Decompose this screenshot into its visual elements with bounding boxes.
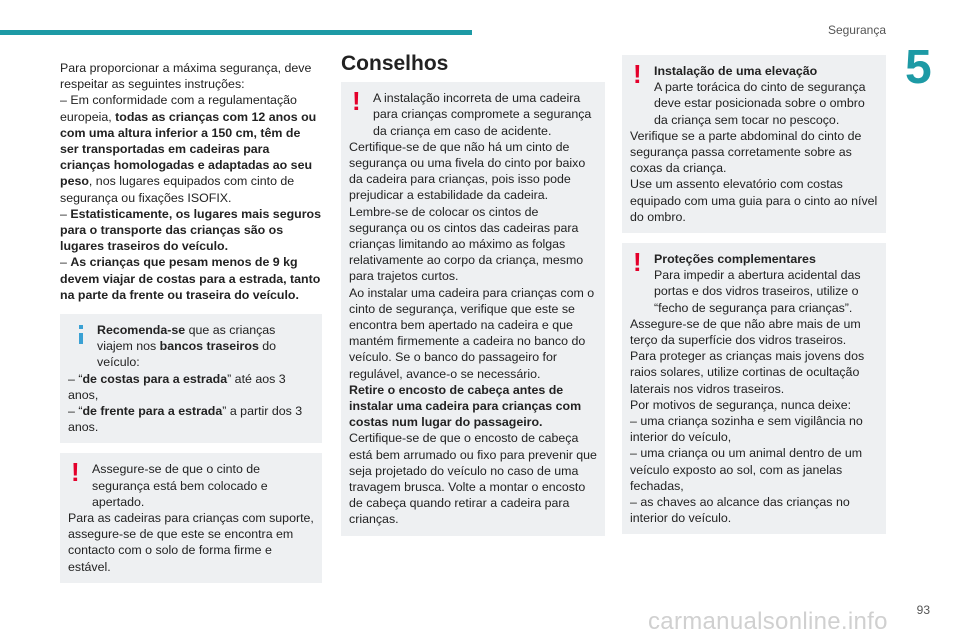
list-item: – uma criança ou um animal dentro de um veículo exposto ao sol, com as janelas fechadas,: [630, 446, 863, 493]
bullet-2: – Estatisticamente, os lugares mais seguros para o transporte das crianças são os lugares traseiros do veículo.: [60, 206, 322, 254]
watermark: carmanualsonline.info: [648, 608, 888, 635]
warning-box: ! Assegure-se de que o cinto de segurança está bem colocado e apertado. Para as cadeiras para crianças com suporte, assegure-se de que este se encontra em contacto com o solo de forma firme e estável.: [60, 453, 322, 582]
intro-text: Para proporcionar a máxima segurança, deve respeitar as seguintes instruções:: [60, 61, 312, 92]
heading-conselhos: Conselhos: [341, 52, 449, 75]
warning-box-protection: ! Proteções complementares Para impedir a abertura acidental das portas e dos vidros traseiros, utilize o “fecho de segurança para crianças”. Assegure-se de que não abre mais de um terço da superfície dos vidros traseiros. Para proteger as crianças mais jovens dos raios solares, utilize cortinas de ocultação laterais nos vidros traseiros. Por motivos de segurança, nunca deixe: – uma criança sozinha e sem vigilância no interior do veículo, – uma criança ou um animal dentro de um veículo exposto ao sol, com as janelas fechadas, – as chaves ao alcance das crianças no interior do veículo.: [622, 243, 886, 534]
info-list-item: – “de costas para a estrada” até aos 3 anos,: [68, 371, 286, 402]
bullet-1: – Em conformidade com a regulamentação europeia, todas as crianças com 12 anos ou com uma altura inferior a 150 cm, têm de ser transportadas em cadeiras para crianças homologadas e adaptadas ao seu peso, nos lugares equipados com cinto de segurança ou fixações ISOFIX.: [60, 93, 317, 205]
page-number: 93: [916, 603, 930, 617]
warning-box: ! A instalação incorreta de uma cadeira para crianças compromete a segurança da criança em caso de acidente. Certifique-se de que não há um cinto de segurança ou uma fivela do cinto por baixo da cadeira para crianças, pois isso pode prejudicar a estabilidade da cadeira. Lembre-se de colocar os cintos de segurança ou os cintos das cadeiras para crianças limitando ao máximo as folgas relativamente ao corpo da criança, mesmo para trajetos curtos. Ao instalar uma cadeira para crianças com o cinto de segurança, verifique que este se encontra bem apertado na cadeira e que mantém firmemente a cadeira no banco do veículo. Se o banco do passageiro for regulável, avance-o se necessário. Retire o encosto de cabeça antes de instalar uma cadeira para crianças com costas num lugar do passageiro. Certifique-se de que o encosto de cabeça está bem arrumado ou fixo para prevenir que seja projetado do veículo no caso de uma travagem brusca. Volte a montar o encosto de cabeça quando retirar a cadeira para crianças.: [341, 82, 605, 535]
warning-box-booster: ! Instalação de uma elevação A parte torácica do cinto de segurança deve estar posicionada sobre o ombro da criança sem tocar no pescoço. Verifique se a parte abdominal do cinto de segurança passa corretamente sobre as coxas da criança. Use um assento elevatório com costas equipado com uma guia para o cinto ao nível do ombro.: [622, 55, 886, 233]
section-title: Segurança: [827, 23, 886, 37]
paragraph: Certifique-se de que o encosto de cabeça está bem arrumado ou fixo para prevenir que seja projetado do veículo no caso de uma travagem brusca. Volte a montar o encosto de cabeça quando retirar a cadeira para crianças.: [349, 431, 597, 527]
warning-icon: !: [71, 457, 80, 488]
chapter-number: 5: [905, 41, 932, 94]
list-item: – uma criança sozinha e sem vigilância no interior do veículo,: [630, 414, 863, 445]
column-1: [60, 60, 322, 583]
warning-icon: !: [633, 247, 642, 278]
column-3: [622, 55, 886, 534]
paragraph: Retire o encosto de cabeça antes de instalar uma cadeira para crianças com costas num lugar do passageiro.: [349, 382, 582, 430]
column-2: [341, 52, 605, 536]
info-box: Recomenda-se que as crianças viajem nos bancos traseiros do veículo: – “de costas para a estrada” até aos 3 anos, – “de frente para a estrada” a partir dos 3 anos.: [60, 314, 322, 443]
paragraph: Para proteger as crianças mais jovens dos raios solares, utilize cortinas de ocultação laterais nos vidros traseiros.: [630, 349, 865, 396]
info-list-item: – “de frente para a estrada” a partir dos 3 anos.: [68, 404, 303, 435]
header-accent-bar: [0, 30, 472, 35]
paragraph: Lembre-se de colocar os cintos de segurança ou os cintos das cadeiras para crianças limitando ao máximo as folgas relativamente ao corpo da criança, mesmo para trajetos curtos.: [349, 204, 584, 284]
paragraph: Por motivos de segurança, nunca deixe:: [630, 397, 852, 412]
paragraph: Use um assento elevatório com costas equipado com uma guia para o cinto ao nível do ombro.: [630, 177, 878, 224]
warning-icon: !: [633, 59, 642, 89]
info-icon: [79, 325, 83, 344]
list-item: – as chaves ao alcance das crianças no interior do veículo.: [630, 495, 850, 526]
warning-text: Para as cadeiras para crianças com suporte, assegure-se de que este se encontra em contacto com o solo de forma firme e estável.: [68, 511, 314, 574]
paragraph: Assegure-se de que não abre mais de um terço da superfície dos vidros traseiros.: [630, 316, 861, 348]
paragraph: Certifique-se de que não há um cinto de segurança ou uma fivela do cinto por baixo da cadeira para crianças, pois isso pode prejudicar a estabilidade da cadeira.: [349, 139, 586, 203]
bullet-3: – As crianças que pesam menos de 9 kg devem viajar de costas para a estrada, tanto na parte da frente ou traseira do veículo.: [60, 255, 321, 302]
warning-icon: !: [352, 86, 361, 117]
paragraph: Ao instalar uma cadeira para crianças com o cinto de segurança, verifique que este se encontra bem apertado na cadeira e que mantém firmemente a cadeira no banco do veículo. Se o banco do passageiro for regulável, avance-o se necessário.: [349, 285, 595, 381]
paragraph: Verifique se a parte abdominal do cinto de segurança passa corretamente sobre as coxas da criança.: [630, 128, 862, 176]
